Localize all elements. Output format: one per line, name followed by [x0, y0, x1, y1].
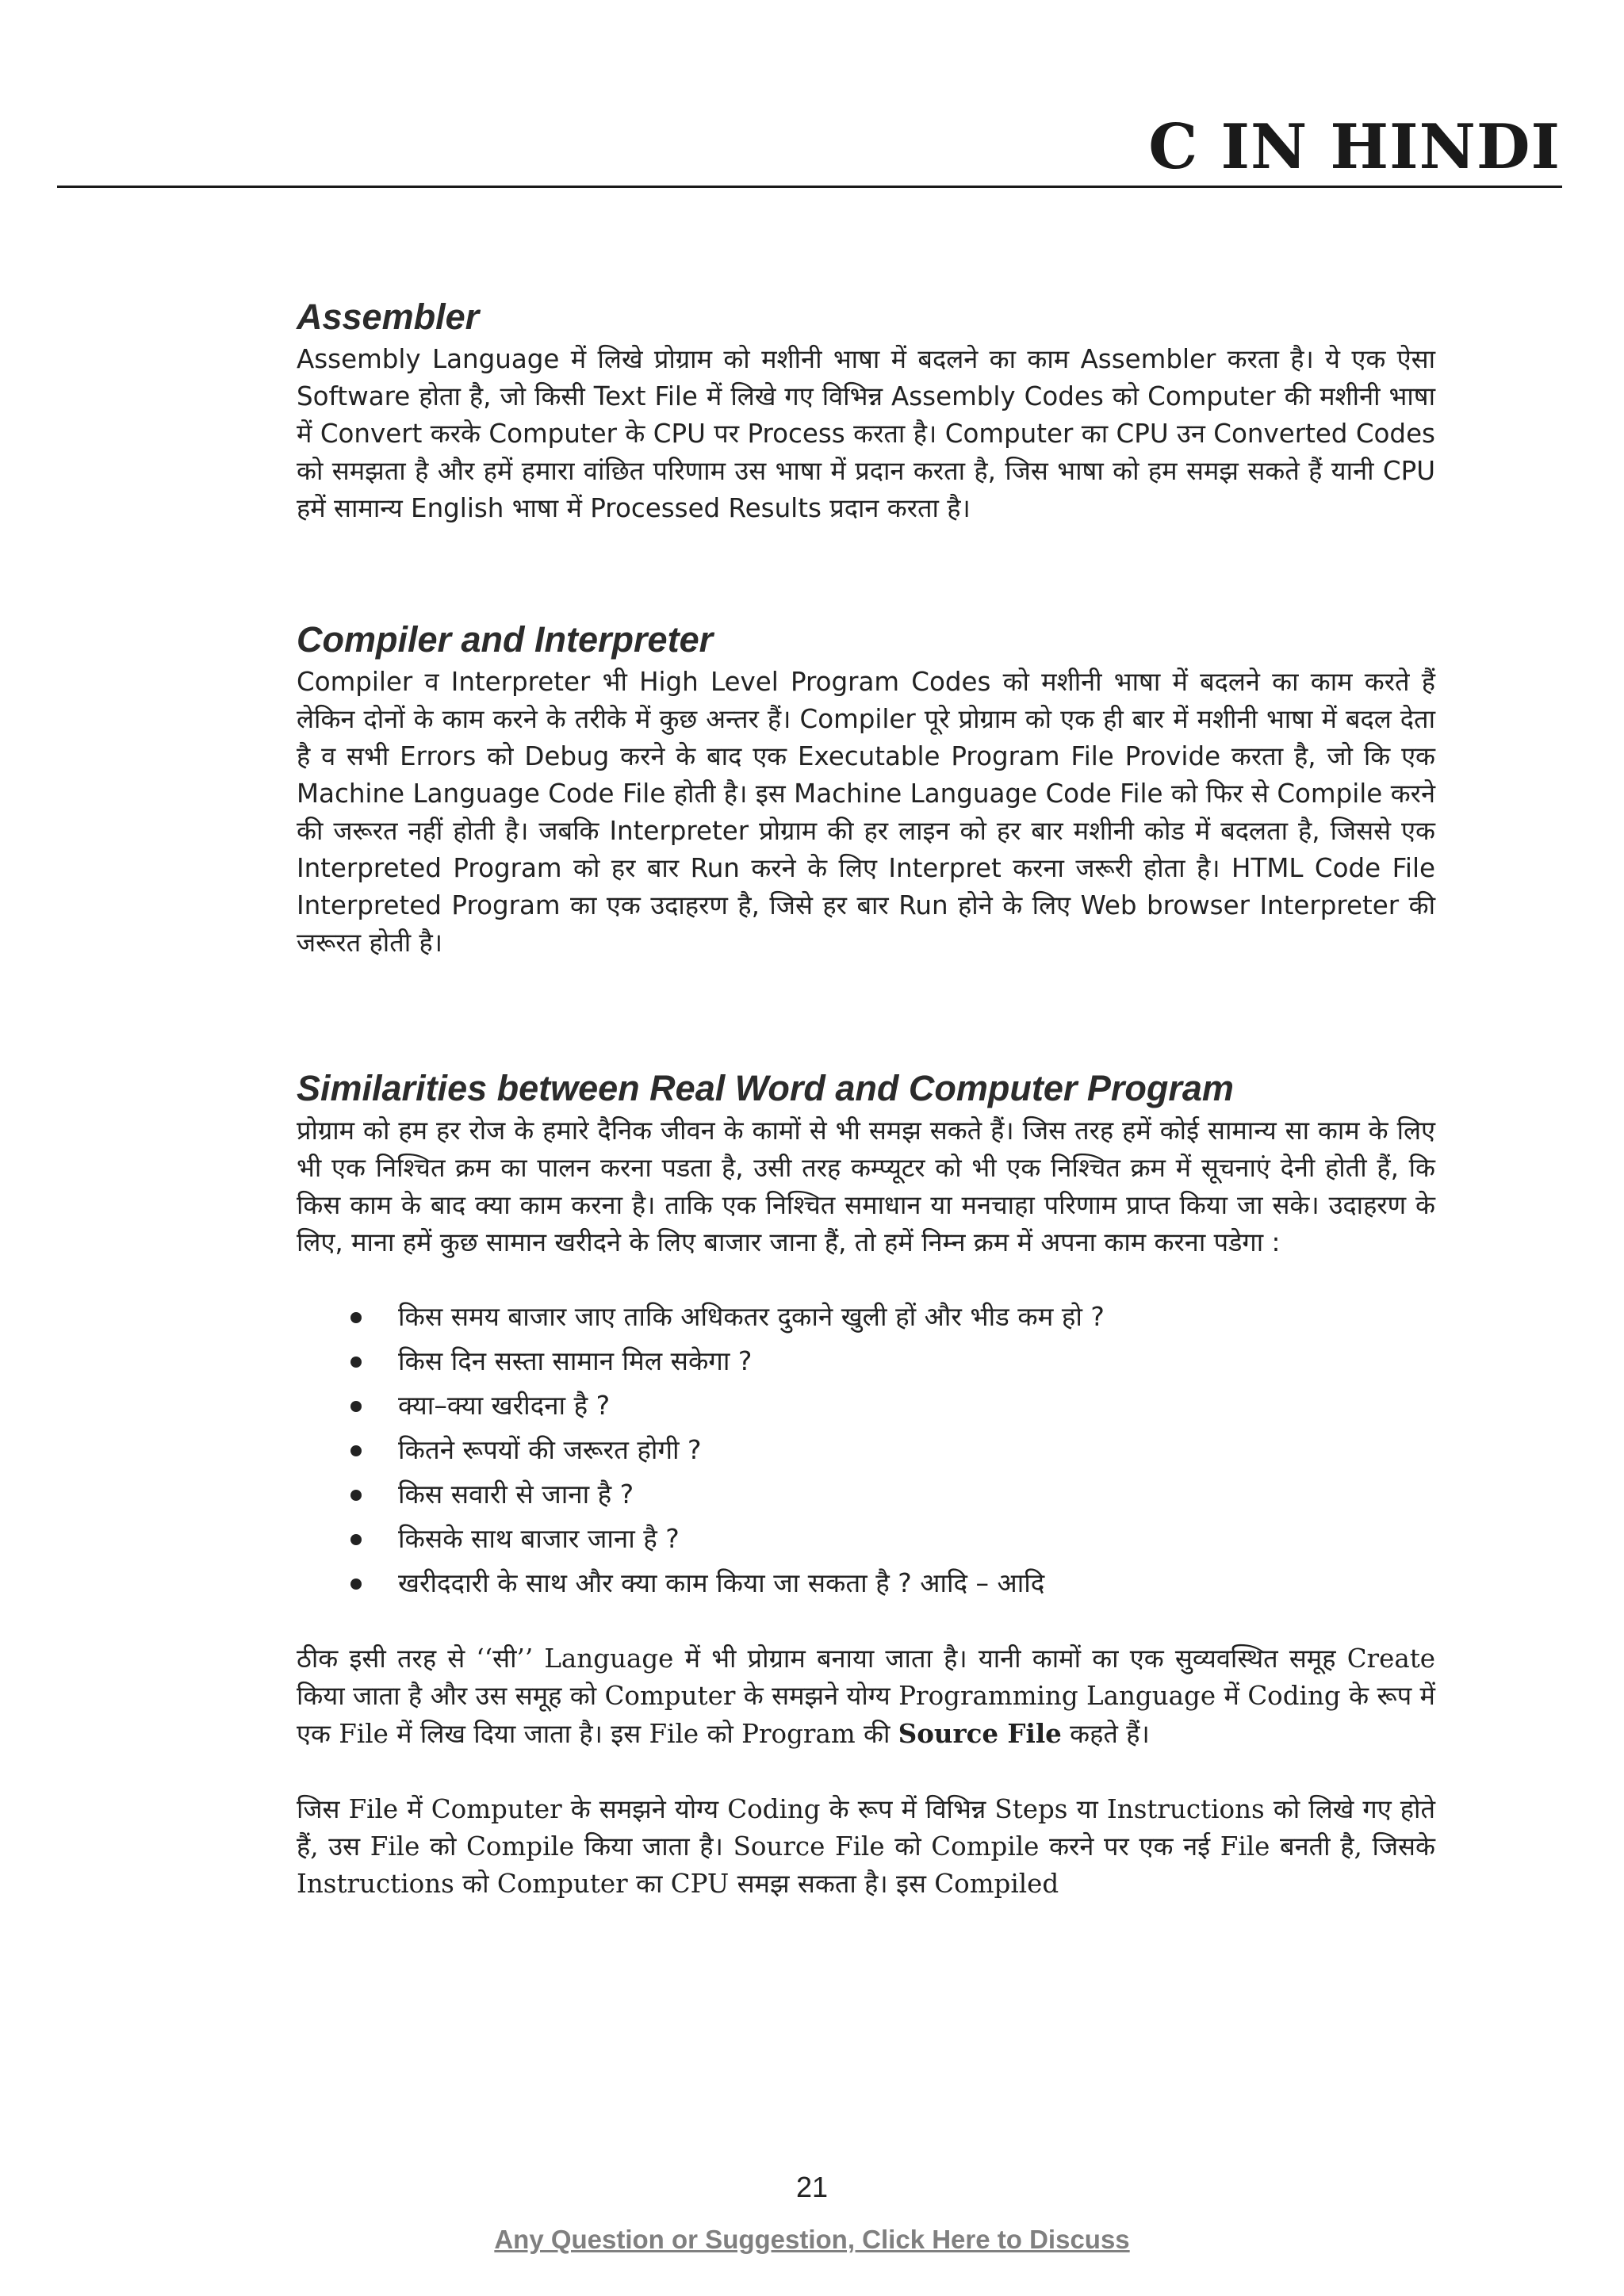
source-file-term: Source File — [898, 1718, 1062, 1749]
list-item-text: कितने रूपयों की जरूरत होगी ? — [398, 1434, 702, 1465]
section-title-similarities: Similarities between Real Word and Computer Program — [297, 1068, 1234, 1108]
list-item-text: क्या–क्या खरीदना है ? — [398, 1390, 611, 1421]
bullet-icon — [350, 1445, 362, 1456]
list-item-text: किस समय बाजार जाए ताकि अधिकतर दुकाने खुली हों और भीड कम हो ? — [398, 1301, 1105, 1332]
paragraph-source-file — [297, 1640, 1435, 1753]
paragraph-compile: जिस File में Computer के समझने योग्य Coding के रूप में विभिन्न Steps या Instructions को लिखे गए होते हैं, उस File को Compile किया जाता है। Source File को Compile करने पर एक नई File बनती है, जिसके Instructions को Computer का CPU समझ सकता है। इस Compiled — [297, 1794, 1435, 1899]
list-item — [350, 1472, 1435, 1517]
paragraph-compiler-interpreter: Compiler व Interpreter भी High Level Program Codes को मशीनी भाषा में बदलने का काम करते हैं लेकिन दोनों के काम करने के तरीके में कुछ अन्तर हैं। Compiler पूरे प्रोग्राम को एक ही बार में मशीनी भाषा में बदल देता है व सभी Errors को Debug करने के बाद एक Executable Program File Provide करता है, जो कि एक Machine Language Code File होती है। इस Machine Language Code File को फिर से Compile करने की जरूरत नहीं होती है। जबकि Interpreter प्रोग्राम की हर लाइन को हर बार मशीनी कोड में बदलता है, जिससे एक Interpreted Program को हर बार Run करने के लिए Interpret करना जरूरी होता है। HTML Code File Interpreted Program का एक उदाहरण है, जिसे हर बार Run होने के लिए Web browser Interpreter की जरूरत होती है। — [297, 667, 1435, 958]
bullet-icon — [350, 1534, 362, 1545]
paragraph-source-file-text: ठीक इसी तरह से ‘‘सी’’ Language में भी प्रोग्राम बनाया जाता है। यानी कामों का एक सुव्यवस्थित समूह Create किया जाता है और उस समूह को Computer के समझने योग्य Programming Language में Coding के रूप में एक File में लिख दिया जाता है। इस File को Program की — [297, 1644, 1435, 1749]
list-item — [350, 1428, 1435, 1472]
list-item-text: किस सवारी से जाना है ? — [398, 1479, 634, 1510]
list-item — [350, 1295, 1435, 1339]
section-similarities — [297, 1065, 1435, 1903]
section-title-assembler: Assembler — [297, 297, 480, 337]
paragraph-source-file-end: कहते हैं। — [1061, 1719, 1150, 1749]
list-item-text: किस दिन सस्ता सामान मिल सकेगा ? — [398, 1345, 753, 1376]
list-item-text: खरीददारी के साथ और क्या काम किया जा सकता है ? आदि – आदि — [398, 1567, 1045, 1598]
header-divider — [57, 186, 1562, 188]
bullet-icon — [350, 1578, 362, 1590]
page-header-title: C IN HINDI — [1148, 111, 1561, 183]
list-item — [350, 1339, 1435, 1383]
list-item — [350, 1561, 1435, 1605]
paragraph-similarities-intro: प्रोग्राम को हम हर रोज के हमारे दैनिक जीवन के कामों से भी समझ सकते हैं। जिस तरह हमें कोई सामान्य सा काम के लिए भी एक निश्चित क्रम का पालन करना पडता है, उसी तरह कम्प्यूटर को भी एक निश्चित क्रम में सूचनाएं देनी होती हैं, कि किस काम के बाद क्या काम करना है। ताकि एक निश्चित समाधान या मनचाहा परिणाम प्राप्त किया जा सके। उदाहरण के लिए, माना हमें कुछ सामान खरीदने के लिए बाजार जाना हैं, तो हमें निम्न क्रम में अपना काम करना पडेगा : — [297, 1115, 1435, 1257]
bullet-icon — [350, 1401, 362, 1412]
bullet-icon — [350, 1357, 362, 1368]
discuss-link[interactable]: Any Question or Suggestion, Click Here to Discuss — [494, 2225, 1130, 2254]
section-compiler-interpreter — [297, 616, 1435, 962]
section-title-compiler-interpreter: Compiler and Interpreter — [297, 619, 714, 660]
bullet-icon — [350, 1312, 362, 1323]
page-content — [297, 293, 1435, 1903]
list-item — [350, 1383, 1435, 1428]
discuss-link-wrapper — [0, 2225, 1624, 2255]
paragraph-assembler: Assembly Language में लिखे प्रोग्राम को मशीनी भाषा में बदलने का काम Assembler करता है। ये एक ऐसा Software होता है, जो किसी Text File में लिखे गए विभिन्न Assembly Codes को Computer की मशीनी भाषा में Convert करके Computer के CPU पर Process करता है। Computer का CPU उन Converted Codes को समझता है और हमें हमारा वांछित परिणाम उस भाषा में प्रदान करता है, जिस भाषा को हम समझ सकते हैं यानी CPU हमें सामान्य English भाषा में Processed Results प्रदान करता है। — [297, 344, 1436, 523]
bullet-icon — [350, 1490, 362, 1501]
page-number: 21 — [795, 2171, 829, 2203]
list-item-text: किसके साथ बाजार जाना है ? — [398, 1523, 680, 1554]
list-item — [350, 1517, 1435, 1561]
section-assembler — [297, 293, 1435, 527]
bullet-list-wrapper — [297, 1295, 1435, 1605]
bullet-list — [297, 1295, 1435, 1605]
